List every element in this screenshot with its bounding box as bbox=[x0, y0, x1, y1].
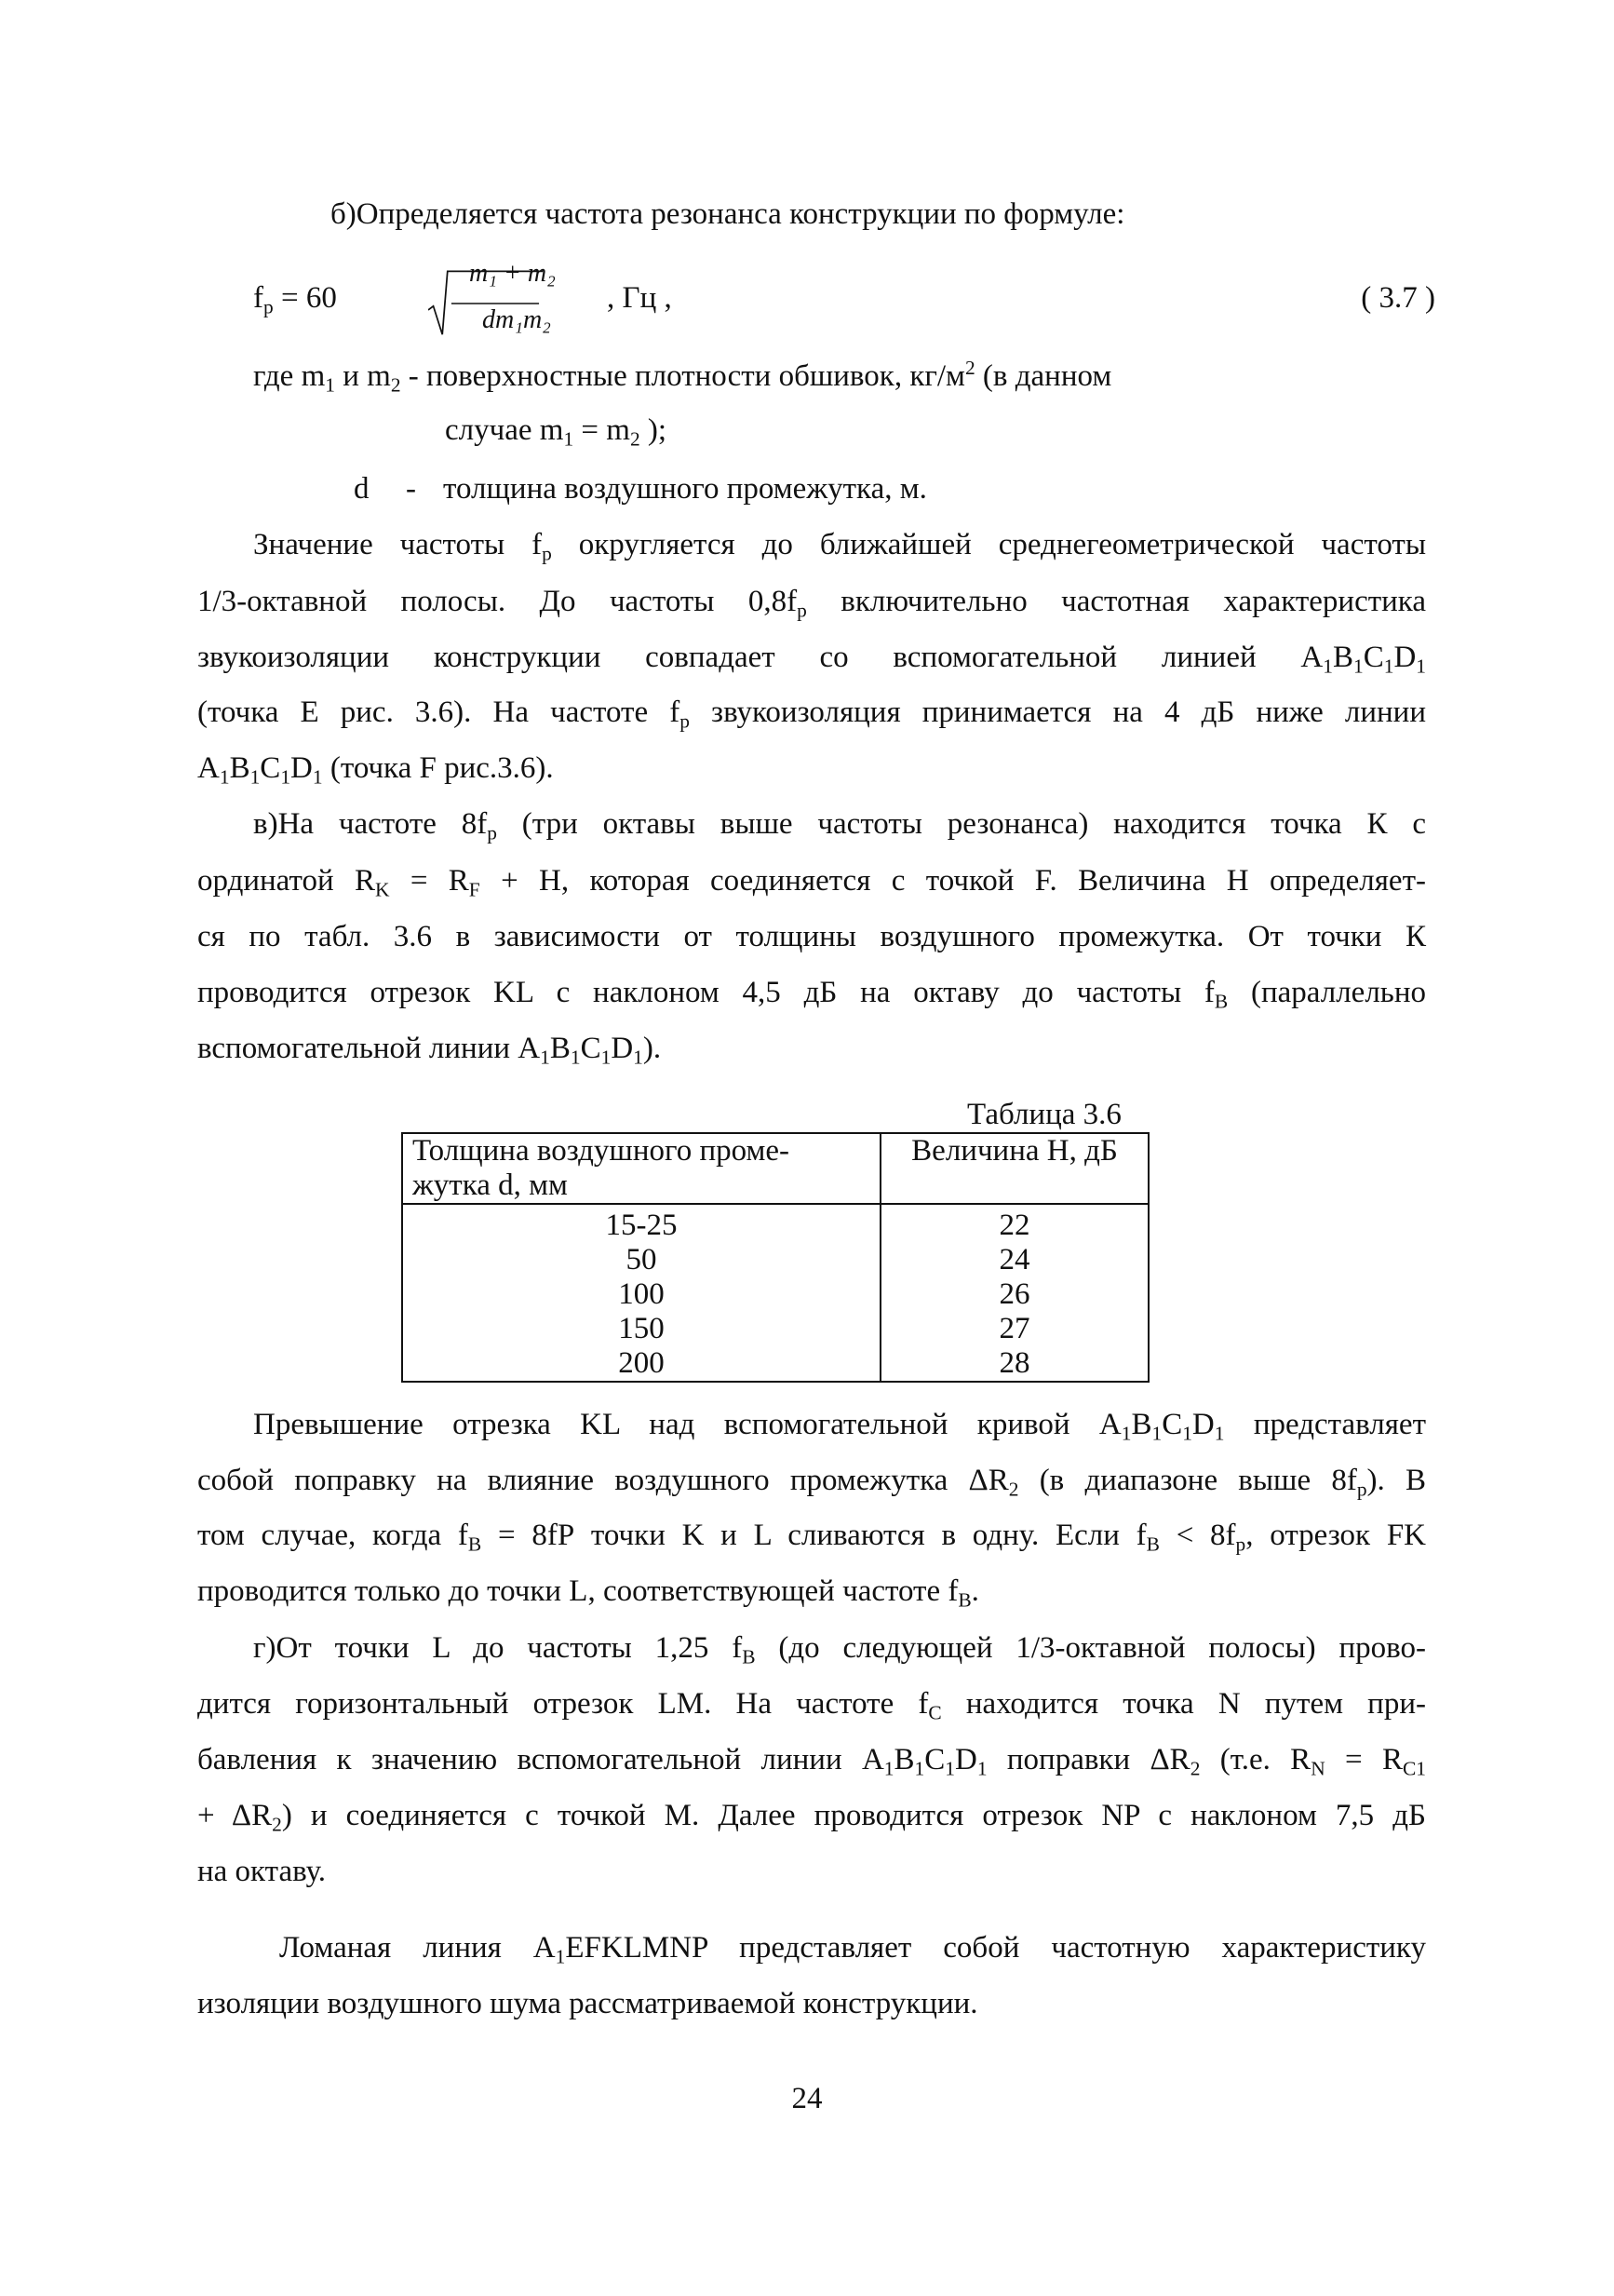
table-row: 150 27 bbox=[402, 1312, 1149, 1346]
formula-numerator: m₁ + m₂ bbox=[469, 259, 556, 288]
para3-line-4: проводится только до точки L, соответствующей частоте $f_B$. bbox=[197, 1574, 979, 1612]
table-3-6 bbox=[401, 1132, 1150, 1383]
header-thickness: Толщина воздушного проме- жутка d, мм bbox=[402, 1133, 881, 1204]
para1-line-4: (точка Е рис. 3.6). На частоте $f_р$ звукоизоляция принимается на 4 дБ ниже линии bbox=[197, 696, 1426, 733]
where-line-1: где $m_1$ и $m_2$ - поверхностные плотности обшивок, $кг/м^2$ (в данном bbox=[253, 357, 1112, 397]
where-d-text: толщина воздушного промежутка, м. bbox=[443, 472, 927, 506]
table-header-row bbox=[402, 1133, 1149, 1204]
para3-line-3: том случае, когда $f_B = 8fР$ точки K и L сливаются в одну. Если $f_B < 8f_р$, отрезок FK bbox=[197, 1519, 1427, 1556]
where-line-2: случае $m_1 = m_2$ ); bbox=[445, 413, 667, 451]
where-d-dash: - bbox=[406, 472, 416, 506]
para2-line-3: ся по табл. 3.6 в зависимости от толщины воздушного промежутка. От точки К bbox=[197, 920, 1426, 953]
formula-lhs: $f_р = 60$ bbox=[253, 281, 337, 318]
page-number: 24 bbox=[791, 2082, 823, 2115]
para1-line-3: звукоизоляции конструкции совпадает со вспомогательной линией $A_1B_1C_1D_1$ bbox=[197, 641, 1427, 678]
para4-line-2: дится горизонтальный отрезок LM. На частоте $f_C$ находится точка N путем при- bbox=[197, 1687, 1426, 1724]
where-d-symbol: d bbox=[354, 472, 370, 506]
para5-line-1: Ломаная линия $A_1EFKLMNP$ представляет собой частотную характеристику bbox=[279, 1931, 1426, 1968]
table-row: 100 26 bbox=[402, 1277, 1149, 1312]
para1-line-1: Значение частоты $f_р$ округляется до ближайшей среднегеометрической частоты bbox=[253, 528, 1426, 565]
formula-3-7 bbox=[253, 251, 1454, 354]
para1-line-2: 1/3-октавной полосы. До частоты $0,8f_р$ включительно частотная характеристика bbox=[197, 585, 1426, 622]
table-caption: Таблица 3.6 bbox=[967, 1098, 1122, 1131]
para2-line-2: ординатой $R_K = R_F + H$, которая соединяется с точкой F. Величина H определяет- bbox=[197, 864, 1426, 901]
para4-line-5: на октаву. bbox=[197, 1855, 327, 1888]
heading-b: б)Определяется частота резонанса конструкции по формуле: bbox=[330, 197, 1125, 231]
para3-line-2: собой поправку на влияние воздушного промежутка $\Delta R_2$ (в диапазоне выше $8f_р$). В bbox=[197, 1464, 1426, 1501]
para2-line-4: проводится отрезок KL с наклоном 4,5 дБ на октаву до частоты $f_B$ (параллельно bbox=[197, 976, 1426, 1013]
para3-line-1: Превышение отрезка KL над вспомогательной кривой $A_1B_1C_1D_1$ представляет bbox=[253, 1408, 1426, 1445]
header-value-h: Величина H, дБ bbox=[881, 1133, 1149, 1204]
para2-line-1: в)На частоте $8f_р$ (три октавы выше частоты резонанса) находится точка К с bbox=[253, 807, 1426, 844]
para2-line-5: вспомогательной линии $A_1B_1C_1D_1$). bbox=[197, 1032, 662, 1069]
table-row: 50 24 bbox=[402, 1243, 1149, 1277]
para4-line-1: г)От точки L до частоты 1,25 $f_B$ (до следующей 1/3-октавной полосы) прово- bbox=[253, 1631, 1426, 1668]
table-row: 15-25 22 bbox=[402, 1204, 1149, 1243]
formula-unit: , Гц , bbox=[607, 281, 672, 315]
para4-line-4: + $\Delta R_2$) и соединяется с точкой М. Далее проводится отрезок NP с наклоном 7,5 дБ bbox=[197, 1799, 1426, 1836]
para1-line-5: $A_1B_1C_1D_1$ (точка F рис.3.6). bbox=[197, 751, 554, 789]
table-row: 200 28 bbox=[402, 1346, 1149, 1382]
formula-number: ( 3.7 ) bbox=[1361, 281, 1435, 315]
formula-denominator: dm₁m₂ bbox=[482, 305, 551, 334]
para5-line-2: изоляции воздушного шума рассматриваемой конструкции. bbox=[197, 1987, 978, 2020]
para4-line-3: бавления к значению вспомогательной линии $A_1B_1C_1D_1$ поправки $\Delta R_2$ (т.е. $R_N = R_{C1}$ bbox=[197, 1743, 1426, 1780]
